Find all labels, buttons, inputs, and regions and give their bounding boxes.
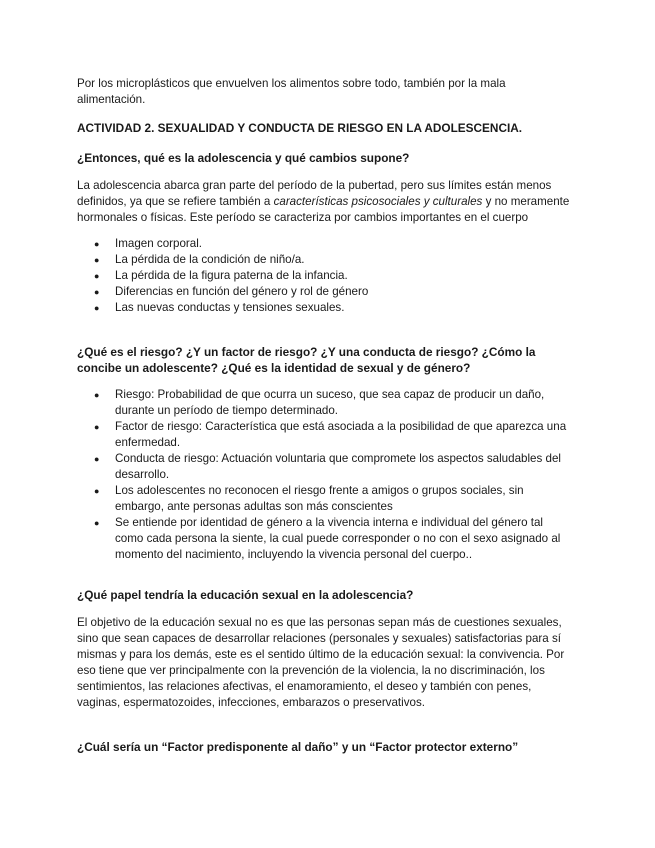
list-item [77, 451, 577, 483]
list-item [77, 419, 577, 451]
list-item-line: ● Se entiende por identidad de género a la vivencia interna e individual del género tal [115, 516, 543, 529]
heading-line: ¿Qué es el riesgo? ¿Y un factor de riesgo? ¿Y una conducta de riesgo? ¿Cómo la [77, 345, 536, 359]
list-item-line: ● Conducta de riesgo: Actuación voluntaria que compromete los aspectos saludables del [115, 452, 561, 465]
list-item [77, 387, 577, 419]
list-item-line: enfermedad. [115, 436, 181, 449]
section-heading-adolescencia: ¿Entonces, qué es la adolescencia y qué cambios supone? [77, 151, 410, 165]
riesgo-list [77, 387, 577, 563]
list-item-line: momento del nacimiento, incluyendo la vivencia personal del cuerpo.. [115, 548, 473, 561]
list-item: ● Imagen corporal. [77, 236, 577, 252]
paragraph-line: El objetivo de la educación sexual no es que las personas sepan más de cuestiones sexuales, [77, 616, 562, 629]
intro-line: alimentación. [77, 93, 146, 106]
educacion-sexual-paragraph [77, 615, 577, 711]
list-item-line: como cada persona la siente, la cual puede corresponder o no con el sexo asignado al [115, 532, 561, 545]
section-heading-educacion-sexual: ¿Qué papel tendría la educación sexual en la adolescencia? [77, 588, 414, 602]
paragraph-line: sentimientos, las relaciones afectivas, el enamoramiento, el deseo y también con penes, [77, 680, 532, 693]
paragraph-line: La adolescencia abarca gran parte del período de la pubertad, pero sus límites están menos [77, 179, 552, 192]
cambios-list [77, 236, 577, 316]
paragraph-line [77, 194, 577, 210]
list-item [77, 515, 577, 563]
adolescencia-paragraph [77, 178, 577, 226]
intro-paragraph [77, 76, 577, 108]
paragraph-line: mismas y para los demás, este es el sentido último de la educación sexual: la convivencia. Por [77, 648, 565, 661]
list-item: ● La pérdida de la figura paterna de la infancia. [77, 268, 577, 284]
heading-line: concibe un adolescente? ¿Qué es la identidad de sexual y de género? [77, 361, 471, 375]
section-heading-riesgo [77, 344, 577, 376]
list-item: ● Las nuevas conductas y tensiones sexuales. [77, 300, 577, 316]
paragraph-line: hormonales o físicas. Este período se caracteriza por cambios importantes en el cuerpo [77, 211, 529, 224]
activity-title: ACTIVIDAD 2. SEXUALIDAD Y CONDUCTA DE RIESGO EN LA ADOLESCENCIA. [77, 121, 523, 135]
list-item-line: durante un período de tiempo determinado. [115, 404, 339, 417]
list-item-line: ● Los adolescentes no reconocen el riesgo frente a amigos o grupos sociales, sin [115, 484, 524, 497]
list-item-line: desarrollo. [115, 468, 170, 481]
intro-line: Por los microplásticos que envuelven los alimentos sobre todo, también por la mala [77, 77, 506, 90]
list-item: ● La pérdida de la condición de niño/a. [77, 252, 577, 268]
text-run: definidos, ya que se refiere también a [77, 195, 274, 208]
paragraph-line: sino que sean capaces de desarrollar relaciones (personales y sexuales) satisfactorias para sí [77, 632, 561, 645]
list-item-line: ● Riesgo: Probabilidad de que ocurra un suceso, que sea capaz de producir un daño, [115, 388, 545, 401]
italic-text-run: características psicosociales y culturales [273, 195, 483, 208]
list-item-line: embargo, ante personas adultas son más conscientes [115, 500, 393, 513]
list-item-line: ● Factor de riesgo: Característica que está asociada a la posibilidad de que aparezca una [115, 420, 567, 433]
section-heading-factores: ¿Cuál sería un “Factor predisponente al daño” y un “Factor protector externo” [77, 740, 519, 754]
paragraph-line: eso tiene que ver principalmente con la prevención de la violencia, la no discriminación, los [77, 664, 545, 677]
text-run: y no meramente [482, 195, 570, 208]
list-item [77, 483, 577, 515]
paragraph-line: vaginas, espermatozoides, infecciones, embarazos o preservativos. [77, 696, 425, 709]
list-item: ● Diferencias en función del género y rol de género [77, 284, 577, 300]
